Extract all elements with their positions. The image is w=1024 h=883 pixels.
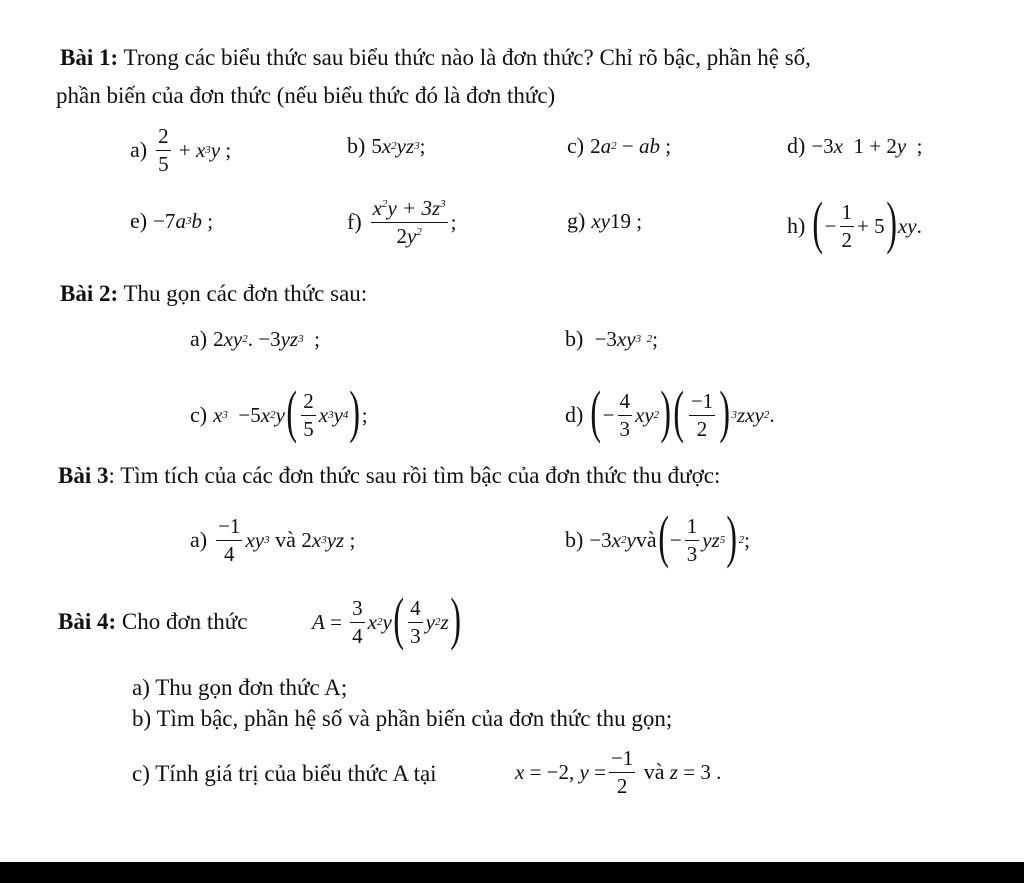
bai4-a: a) Thu gọn đơn thức A; [132,675,348,700]
bai1-title: Bài 1: [60,45,119,70]
bai2-a: a) 2 xy 2 . −3 yz 3 ; [190,326,320,351]
bai1-e: e) −7 a 3 b ; [130,208,214,233]
bai2-title: Bài 2: [60,281,119,306]
bai1-a: a) $\frac{2}{5}$ + x 3 y ; [130,124,232,176]
bai4-c-formula: x = −2, y = $\frac{-1}{2}$ và z = 3 . [515,746,722,798]
bai1-c: c) 2 a 2 − ab ; [567,133,672,158]
bai3-title: Bài 3 [58,463,109,488]
bai3-text: : Tìm tích của các đơn thức sau rồi tìm bậc của đơn thức thu được: [108,463,721,488]
bai1-b: b) 5 x 2 yz 3 ; [347,133,426,158]
bai3-a: a) $\frac{-1}{4}$ xy 3 và 2 x 3 yz ; [190,514,356,566]
bai1-text1: Trong các biểu thức sau biểu thức nào là đơn thức? Chỉ rõ bậc, phần hệ số, [118,45,811,70]
bai3-b: b) −3 x 2 y và ( − $\frac{1}{3}$ yz 5 ) 2 ; [565,504,750,569]
bottom-border [0,862,1024,883]
bai2-text: Thu gọn các đơn thức sau: [118,281,368,306]
bai3-va: và [635,527,657,552]
bai2-d: d) ( − $\frac{4}{3}$ xy 2 ) ( $\frac{-1}{2}$ ) 3 zxy 2 . [565,379,775,444]
bai1-line1 [60,46,811,69]
bai3-heading [58,464,720,487]
bai4-b: b) Tìm bậc, phần hệ số và phần biến của đơn thức thu gọn; [132,706,673,731]
bai4-c: c) Tính giá trị của biểu thức A tại [132,761,437,786]
bai1-d: d) −3 x 1 + 2 y ; [787,133,923,158]
bai4-text: Cho đơn thức [116,609,248,634]
bai2-b: b) −3 xy 3 2 ; [565,326,658,351]
bai4-formula: A = $\frac{3}{4}$ x 2 y ( $\frac{4}{3}$ y 2 z ) [312,586,461,651]
bai4-va: và [643,759,665,784]
bai1-g: g) xy 19 ; [567,208,643,233]
bai1-h: h) ( − $\frac{1}{2}$ + 5 ) xy . [787,190,922,255]
bai4-title: Bài 4: [58,609,117,634]
bai4-heading [58,610,247,633]
bai2-heading [60,282,367,305]
bai1-f: f) $\frac{x^2y + 3z^3}{2y^2}$ ; [347,196,457,248]
bai2-c: c) x 3 −5 x 2 y ( $\frac{2}{5}$ x 3 y 4 ) ; [190,379,368,444]
bai1-line2: phần biến của đơn thức (nếu biểu thức đó là đơn thức) [56,83,556,108]
